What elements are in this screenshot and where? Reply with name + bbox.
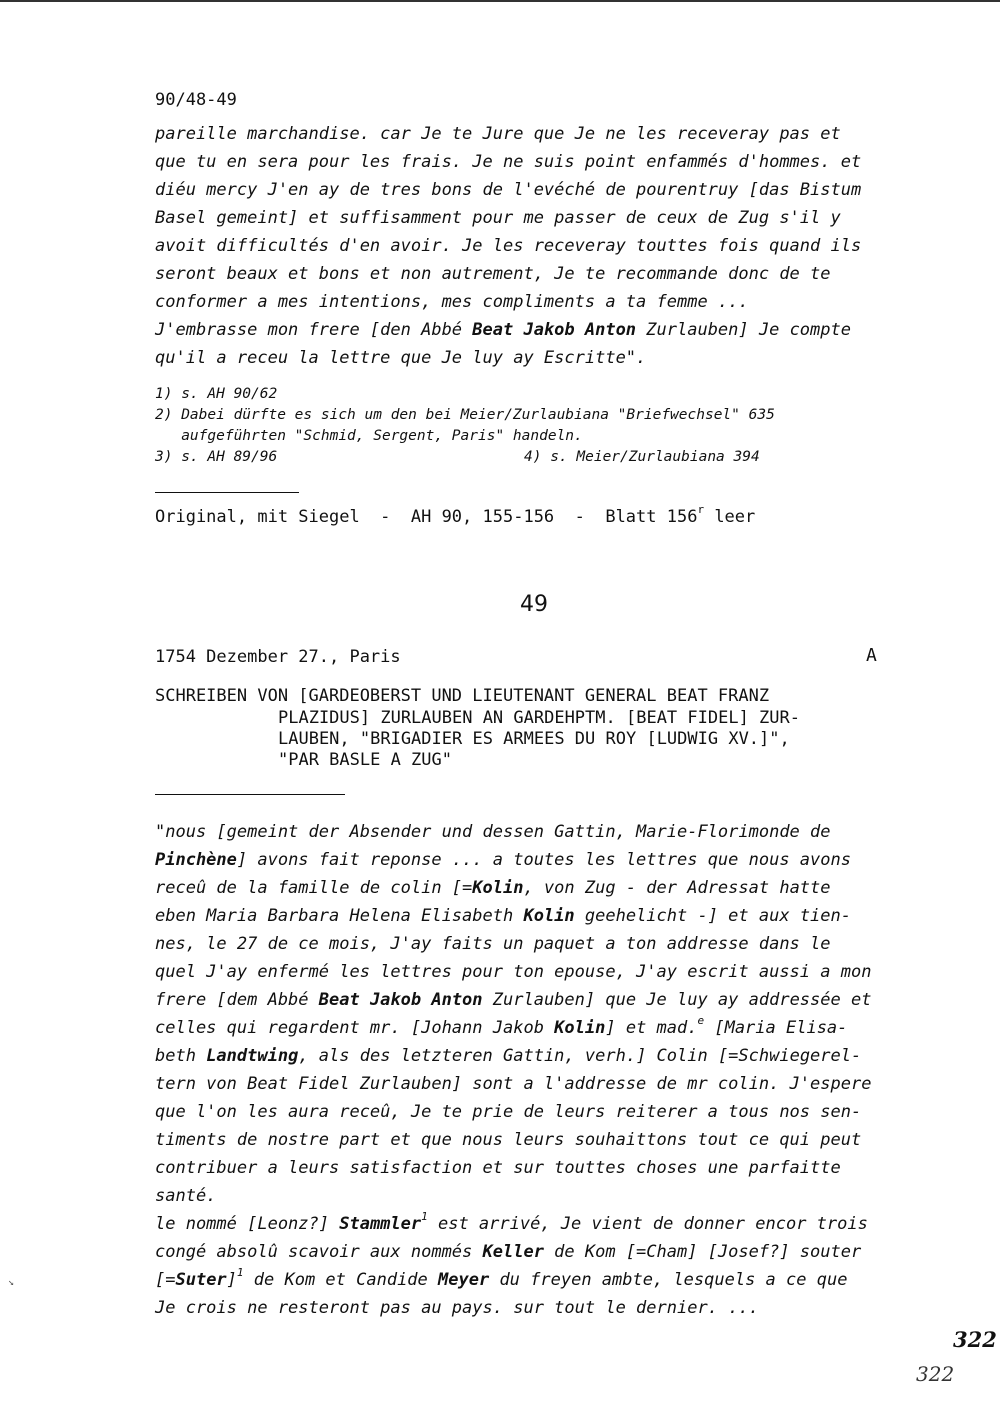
text-span: Zurlauben] Je compte: [636, 320, 851, 340]
person-name: Kolin: [554, 1018, 606, 1038]
text-span: le nommé [Leonz?]: [155, 1214, 340, 1234]
text-span: eben Maria Barbara Helena Elisabeth: [155, 906, 524, 926]
text-span: celles qui regardent mr. [Johann Jakob: [155, 1018, 555, 1038]
page-number-handwritten: 322: [916, 1362, 955, 1386]
text-span: geehelicht -] et aux tien-: [574, 906, 851, 926]
source-note: [155, 503, 755, 531]
body-line: [155, 1238, 861, 1266]
footnote-4: 4) s. Meier/Zurlaubiana 394: [524, 449, 760, 465]
person-name: Pinchène: [155, 850, 237, 870]
text-span: receû de la famille de colin [=: [155, 878, 473, 898]
source-text: Original, mit Siegel - AH 90, 155-156 - Blatt 156: [155, 507, 698, 527]
footnote-1: 1) s. AH 90/62: [155, 386, 278, 402]
prev-line: que tu en sera pour les frais. Je ne suis point enfammés d'hommes. et: [155, 152, 862, 172]
text-span: ]: [226, 1270, 237, 1290]
prev-line: avoit difficultés d'en avoir. Je les receveray touttes fois quand ils: [155, 236, 862, 256]
divider: [155, 492, 299, 493]
page-top-border: [0, 0, 1000, 2]
page-number: 322: [953, 1327, 997, 1352]
superscript: 1: [236, 1266, 244, 1279]
person-name: Beat Jakob Anton: [318, 990, 483, 1010]
person-name: Kolin: [472, 878, 524, 898]
heading-line: LAUBEN, "BRIGADIER ES ARMEES DU ROY [LUDWIG XV.]",: [278, 729, 790, 749]
prev-line: pareille marchandise. car Je te Jure que Je ne les receveray pas et: [155, 124, 841, 144]
person-name: Stammler: [339, 1214, 422, 1234]
heading-line: SCHREIBEN VON [GARDEOBERST UND LIEUTENANT GENERAL BEAT FRANZ: [155, 686, 770, 706]
body-line: "nous [gemeint der Absender und dessen Gattin, Marie-Florimonde de: [155, 822, 831, 842]
body-line: [155, 1014, 847, 1042]
prev-line: Basel gemeint] et suffisamment pour me passer de ceux de Zug s'il y: [155, 208, 841, 228]
header-reference: 90/48-49: [155, 90, 237, 110]
body-line: [155, 1266, 847, 1294]
footnote-3: 3) s. AH 89/96: [155, 449, 278, 465]
footnote-2-cont: aufgeführten "Schmid, Sergent, Paris" handeln.: [155, 428, 583, 444]
text-span: du freyen ambte, lesquels a ce que: [489, 1270, 848, 1290]
text-span: ] et mad.: [605, 1018, 698, 1038]
person-name: Kolin: [523, 906, 575, 926]
heading-line: PLAZIDUS] ZURLAUBEN AN GARDEHPTM. [BEAT FIDEL] ZUR-: [278, 708, 800, 728]
prev-line: [155, 316, 851, 344]
body-line: timents de nostre part et que nous leurs souhaittons tout ce qui peut: [155, 1130, 862, 1150]
text-span: [=: [155, 1270, 176, 1290]
body-line: Je crois ne resteront pas au pays. sur tout le dernier. ...: [155, 1298, 759, 1318]
person-name: Beat Jakob Anton: [472, 320, 637, 340]
text-span: de Kom [=Cham] [Josef?] souter: [543, 1242, 862, 1262]
divider: [155, 794, 345, 795]
text-span: , von Zug - der Adressat hatte: [523, 878, 831, 898]
superscript: e: [697, 1014, 705, 1027]
body-line: [155, 874, 831, 902]
person-name: Landtwing: [206, 1046, 299, 1066]
person-name: Meyer: [438, 1270, 490, 1290]
body-line: que l'on les aura receû, Je te prie de leurs reiterer a tous nos sen-: [155, 1102, 862, 1122]
body-line: santé.: [155, 1186, 217, 1206]
footnote-2: 2) Dabei dürfte es sich um den bei Meier/Zurlaubiana "Briefwechsel" 635: [155, 407, 775, 423]
body-line: [155, 902, 851, 930]
text-span: de Kom et Candide: [243, 1270, 439, 1290]
body-line: [155, 1042, 861, 1070]
text-span: J'embrasse mon frere [den Abbé: [155, 320, 473, 340]
body-line: [155, 986, 871, 1014]
body-line: [155, 846, 851, 874]
body-line: [155, 1210, 868, 1238]
prev-line: conformer a mes intentions, mes compliments a ta femme ...: [155, 292, 749, 312]
text-span: ] avons fait reponse ... a toutes les lettres que nous avons: [236, 850, 851, 870]
text-span: Zurlauben] que Je luy ay addressée et: [482, 990, 872, 1010]
person-name: Keller: [482, 1242, 544, 1262]
prev-line: diéu mercy J'en ay de tres bons de l'evéché de pourentruy [das Bistum: [155, 180, 862, 200]
text-span: , als des letzteren Gattin, verh.] Colin [=Schwiegerel-: [298, 1046, 862, 1066]
document-number: 49: [520, 592, 548, 617]
body-line: tern von Beat Fidel Zurlauben] sont a l'addresse de mr colin. J'espere: [155, 1074, 872, 1094]
prev-line: seront beaux et bons et non autrement, Je te recommande donc de te: [155, 264, 831, 284]
text-span: congé absolû scavoir aux nommés: [155, 1242, 483, 1262]
body-line: contribuer a leurs satisfaction et sur touttes choses une parfaitte: [155, 1158, 841, 1178]
person-name: Suter: [175, 1270, 227, 1290]
prev-line: qu'il a receu la lettre que Je luy ay Escritte".: [155, 348, 647, 368]
heading-line: "PAR BASLE A ZUG": [278, 750, 452, 770]
text-span: frere [dem Abbé: [155, 990, 319, 1010]
body-line: quel J'ay enfermé les lettres pour ton epouse, J'ay escrit aussi a mon: [155, 962, 872, 982]
text-span: beth: [155, 1046, 207, 1066]
text-span: [Maria Elisa-: [704, 1018, 848, 1038]
source-sup: r: [697, 503, 705, 516]
text-span: est arrivé, Je vient de donner encor trois: [427, 1214, 868, 1234]
document-marker: A: [866, 645, 877, 666]
superscript: 1: [421, 1210, 428, 1223]
source-tail: leer: [704, 507, 756, 527]
body-line: nes, le 27 de ce mois, J'ay faits un paquet a ton addresse dans le: [155, 934, 831, 954]
margin-mark: ↘: [8, 1277, 15, 1288]
dateline: 1754 Dezember 27., Paris: [155, 647, 401, 667]
